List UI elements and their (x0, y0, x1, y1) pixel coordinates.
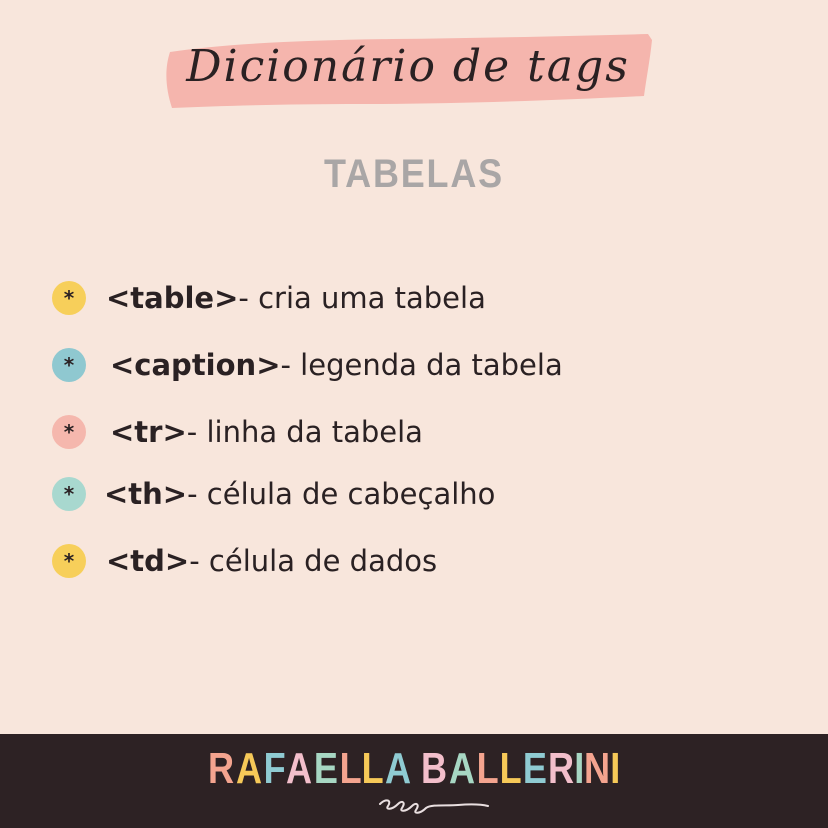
brand-letter: F (263, 744, 287, 793)
title-banner (162, 30, 654, 112)
tag-name: <th> (104, 477, 188, 511)
brand-letter: I (610, 744, 622, 793)
brand-letter: E (313, 744, 340, 793)
brand-letter: L (339, 744, 363, 793)
asterisk-icon: * (52, 281, 86, 315)
brand-letter: E (522, 744, 549, 793)
tag-description: - célula de dados (189, 544, 438, 578)
signature-icon (376, 794, 492, 820)
brand-letter: B (421, 744, 450, 793)
section-heading: TABELAS (324, 152, 504, 196)
list-item (52, 278, 486, 318)
tag-name: <table> (106, 281, 239, 315)
brand-letter: I (574, 744, 586, 793)
tag-name: <caption> (110, 348, 281, 382)
tag-name: <tr> (110, 415, 187, 449)
list-item (52, 412, 423, 452)
list-item (52, 474, 495, 514)
asterisk-icon: * (52, 544, 86, 578)
brand-letter: R (548, 744, 576, 793)
list-item (52, 345, 563, 385)
brand-letter: N (584, 744, 612, 793)
brand-letter: A (449, 744, 477, 793)
tag-description: - cria uma tabela (238, 281, 486, 315)
brand-letter: L (476, 744, 501, 793)
brand-letter: L (362, 744, 386, 793)
brand-letter: L (499, 744, 524, 793)
asterisk-icon: * (52, 415, 86, 449)
asterisk-icon: * (52, 348, 86, 382)
brand-letter: A (286, 744, 315, 793)
brand-letter: R (207, 744, 236, 793)
tag-description: - célula de cabeçalho (187, 477, 496, 511)
asterisk-icon: * (52, 477, 86, 511)
page-title: Dicionário de tags (186, 41, 630, 92)
footer (0, 734, 828, 828)
tag-description: - linha da tabela (186, 415, 423, 449)
tag-name: <td> (106, 544, 190, 578)
brand-name (0, 744, 828, 794)
list-item (52, 541, 437, 581)
tag-description: - legenda da tabela (280, 348, 563, 382)
brand-letter: A (235, 744, 264, 793)
brand-letter: A (385, 744, 414, 793)
